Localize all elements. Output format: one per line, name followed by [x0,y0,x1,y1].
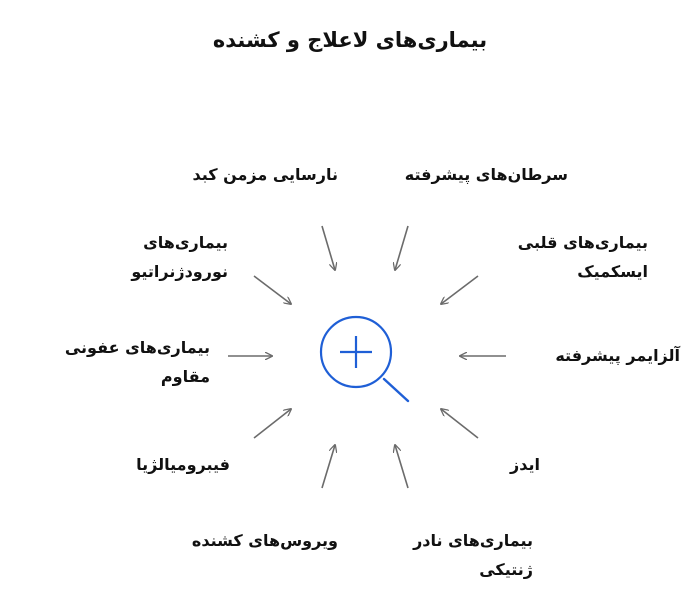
label-liver-failure [160,160,338,189]
arrow-icon [441,276,478,304]
label-line: بیماری‌های نادر [413,531,533,550]
label-text: نارسایی مزمن کبد [192,165,338,184]
label-advanced-alzheimer [520,341,680,370]
arrow-icon [254,276,291,304]
arrows-group [228,226,506,488]
label-neurodegenerative [80,228,228,286]
label-line: بیماری‌های [143,233,228,252]
label-line: بیماری‌های قلبی [517,233,648,252]
arrow-icon [395,445,408,488]
label-text: فیبرومیالژیا [136,455,230,474]
label-advanced-cancers [390,160,568,189]
label-deadly-viruses [160,526,338,555]
label-fibromyalgia [100,450,230,479]
arrow-icon [441,409,478,438]
arrow-icon [322,445,335,488]
label-text: ویروس‌های کشنده [191,531,338,550]
label-line: ایسکمیک [577,262,648,281]
label-resistant-infections [20,333,210,391]
arrow-icon [395,226,408,270]
arrow-icon [322,226,335,270]
label-aids [480,450,540,479]
center-search-icon [321,317,408,401]
label-rare-genetic [390,526,533,584]
label-text: سرطان‌های پیشرفته [404,165,568,184]
label-text: ایدز [510,455,540,474]
label-line: بیماری‌های عفونی [64,338,210,357]
diagram-title: بیماری‌های لاعلاج و کشنده [212,28,488,52]
label-line: نورودژنراتیو [131,262,228,281]
label-line: ژنتیکی [479,560,533,579]
magnifier-plus-icon [321,317,408,401]
arrow-icon [254,409,291,438]
label-line: مقاوم [160,367,210,386]
label-text: آلزایمر پیشرفته [555,346,680,365]
label-ischemic-heart [498,228,648,286]
